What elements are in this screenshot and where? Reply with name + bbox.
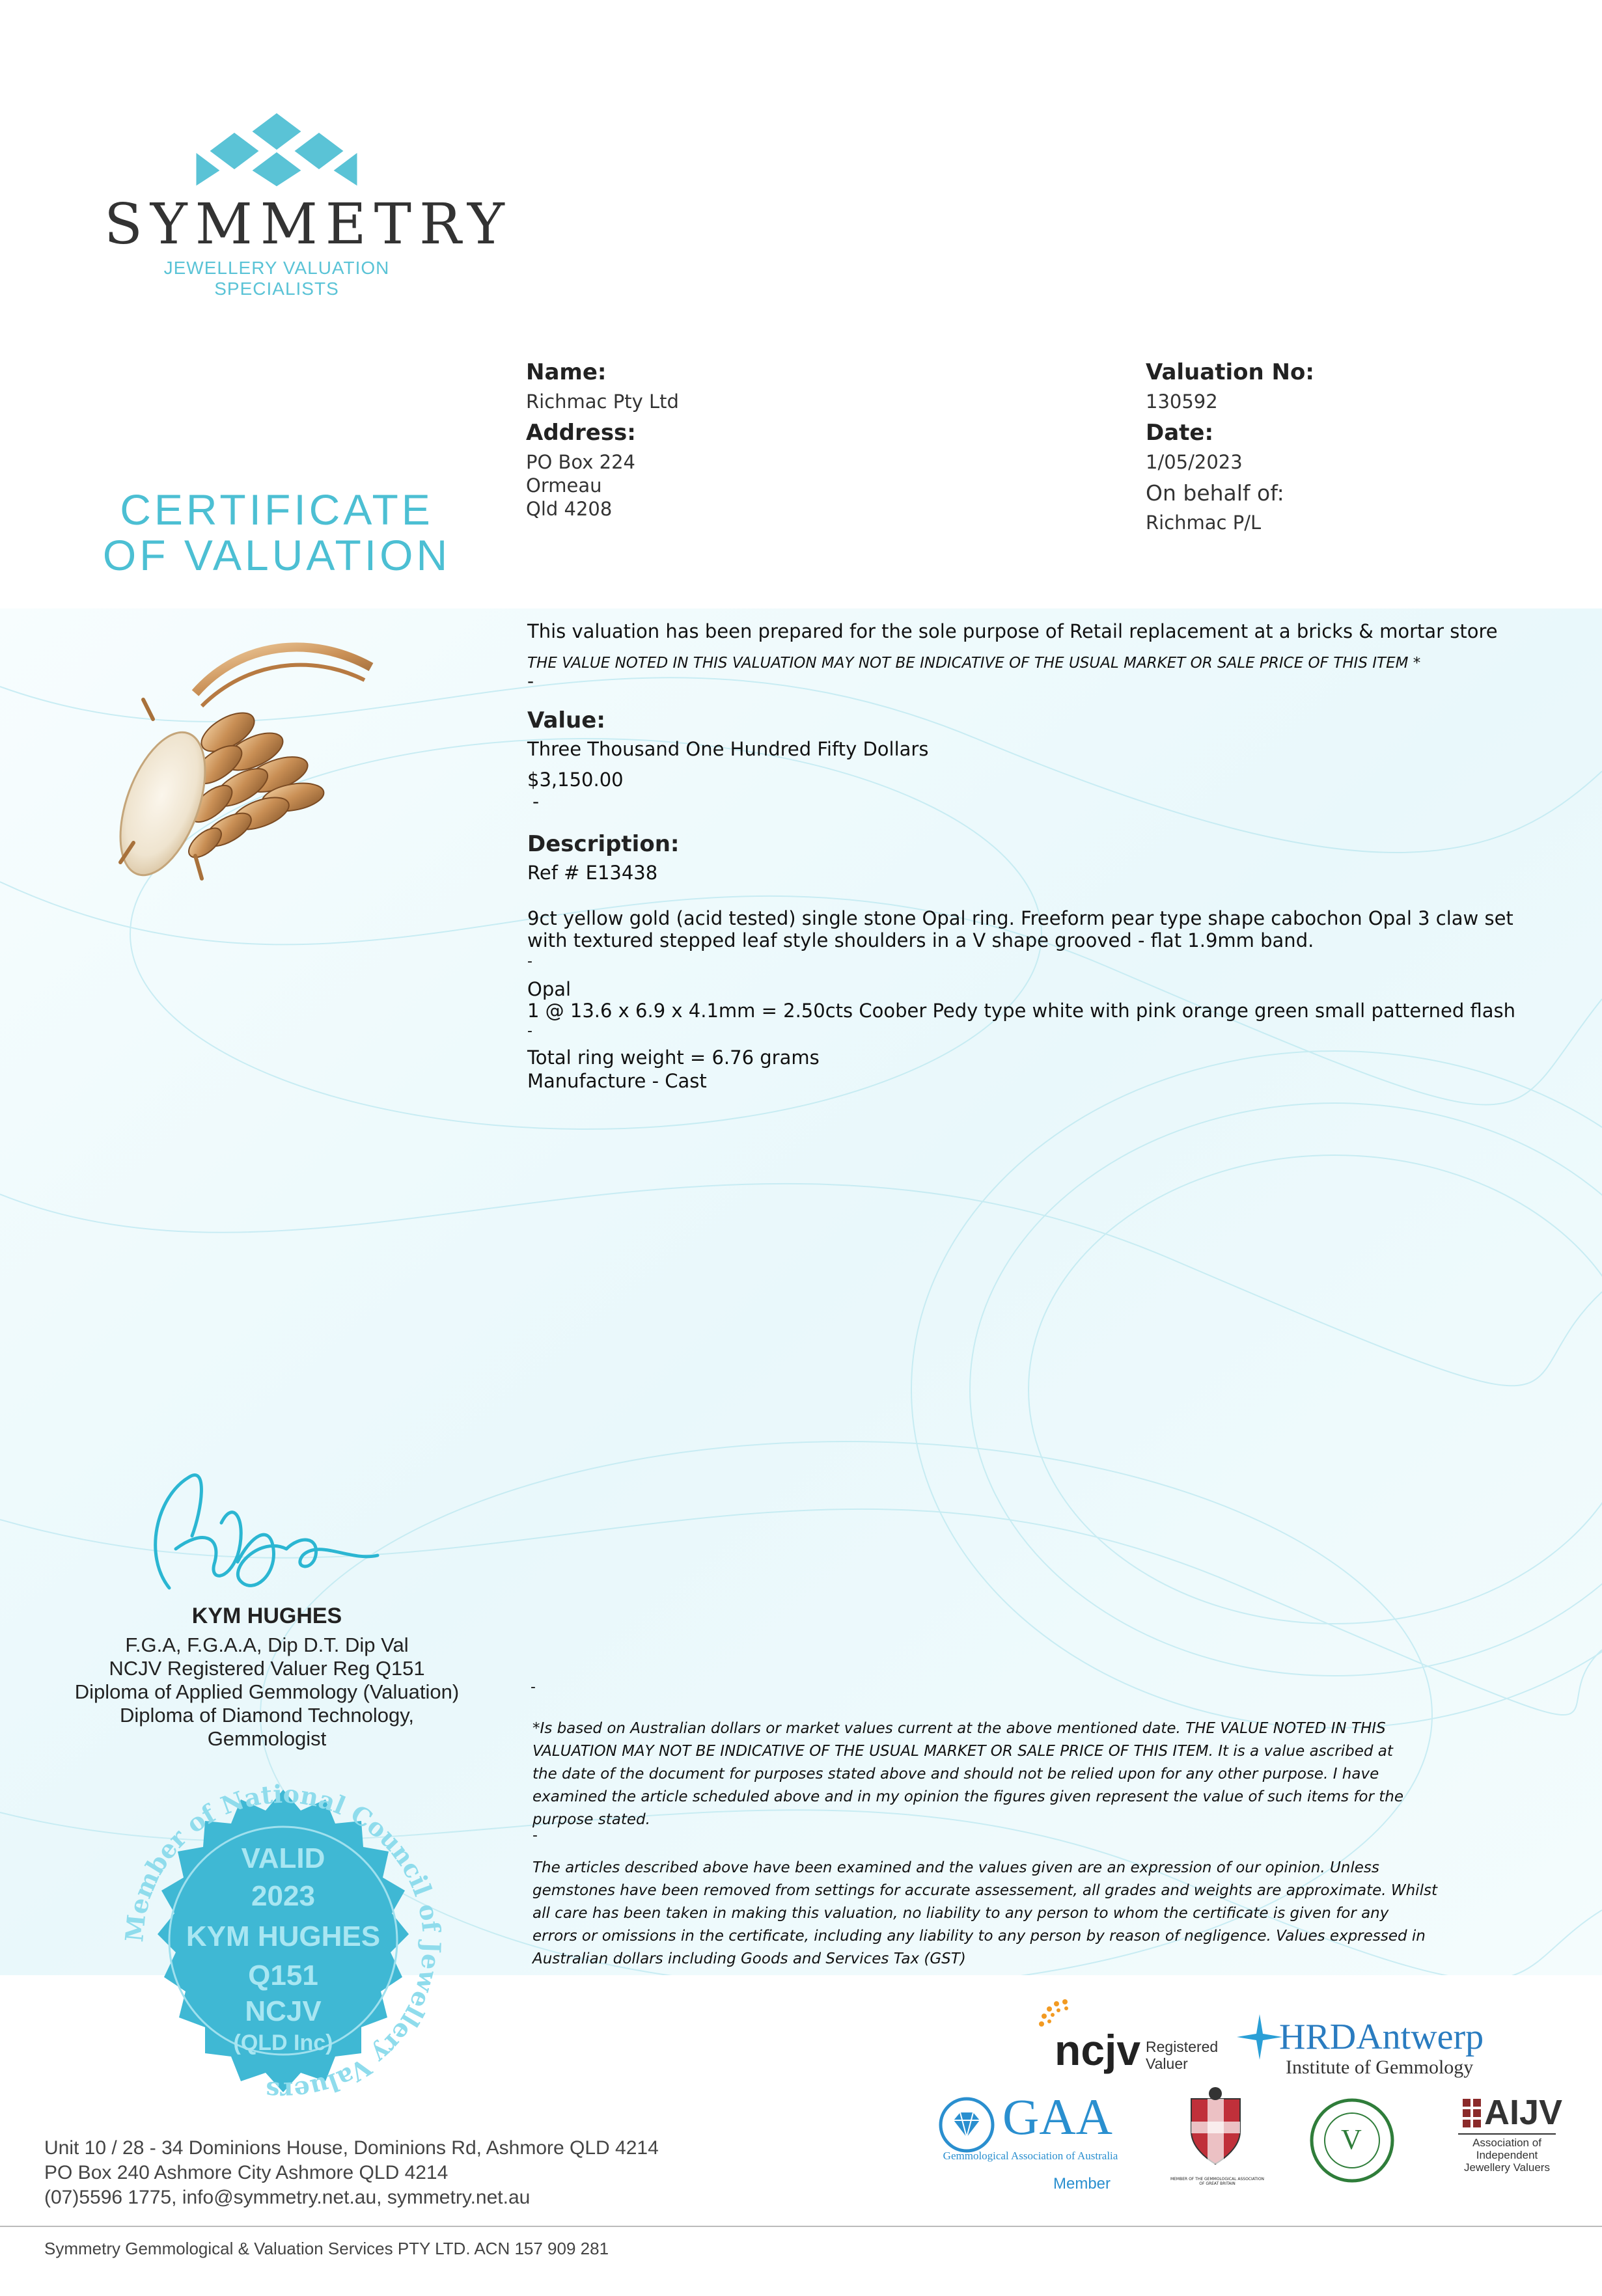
reference-number: Ref # E13438 (527, 862, 658, 884)
ncjv-registered: Registered (1146, 2038, 1219, 2055)
seal-ring-text: Member of National Council of Jewellery Valuers (119, 1779, 447, 2107)
valuation-number-label: Valuation No: (1146, 359, 1314, 385)
manufacture: Manufacture - Cast (527, 1070, 707, 1092)
hrd-subtitle: Institute of Gemmology (1286, 2057, 1474, 2078)
client-name: Richmac Pty Ltd (526, 390, 679, 413)
disclaimer-line: Australian dollars including Goods and Services Tax (GST) (532, 1950, 966, 1967)
aijv-subtitle-line: Jewellery Valuers (1464, 2161, 1550, 2174)
seal-center-text: Q151 (248, 1960, 318, 1991)
disclaimer-line: errors or omissions in the certificate, including any liability to any person by reason of negligence. Values expressed in (532, 1928, 1426, 1945)
signer-credential: NCJV Registered Valuer Reg Q151 (109, 1657, 425, 1680)
signer-credential: F.G.A, F.G.A.A, Dip D.T. Dip Val (125, 1633, 409, 1656)
disclaimer-line: the date of the document for purposes stated above and should not be relied upon for any other purpose. I have (532, 1766, 1379, 1783)
seal-center-text: NCJV (245, 1995, 322, 2027)
disclaimer-line: all care has been taken in making this valuation, no liability to any person to whom the certificate is given for any (532, 1905, 1389, 1922)
value-amount: $3,150.00 (527, 769, 624, 791)
certificate-title-line2: OF VALUATION (102, 531, 451, 579)
gem-a-crest-icon (1181, 2086, 1250, 2174)
separator-dash: - (527, 670, 534, 692)
valuation-date: 1/05/2023 (1146, 451, 1243, 473)
brand-name: SYMMETRY (104, 192, 512, 257)
footer-company: Symmetry Gemmological & Valuation Services PTY LTD. ACN 157 909 281 (44, 2239, 609, 2258)
disclaimer-paragraph-1 (532, 1717, 1528, 1831)
address-label: Address: (526, 420, 636, 446)
footer-po-box: PO Box 240 Ashmore City Ashmore QLD 4214 (44, 2162, 449, 2183)
disclaimer-line: purpose stated. (532, 1811, 650, 1828)
footer-contact: (07)5596 1775, info@symmetry.net.au, symmetry.net.au (44, 2187, 531, 2208)
valuation-number: 130592 (1146, 390, 1218, 413)
address-line: Qld 4208 (526, 498, 613, 520)
disclaimer-line: *Is based on Australian dollars or market values current at the above mentioned date. THE VALUE NOTED IN THIS (532, 1720, 1386, 1737)
gem-a-caption: MEMBER OF THE GEMMOLOGICAL ASSOCIATION OF GREAT BRITAIN (1170, 2177, 1265, 2186)
symmetry-logo-icon (195, 111, 358, 189)
on-behalf-label: On behalf of: (1146, 480, 1284, 506)
address-line: Ormeau (526, 474, 602, 497)
seal-center-text: 2023 (251, 1880, 315, 1912)
disclaimer-line: The articles described above have been examined and the values given are an expression of our opinion. Unless (532, 1859, 1379, 1876)
signer-name: KYM HUGHES (191, 1604, 342, 1628)
purpose-text: This valuation has been prepared for the sole purpose of Retail replacement at a bricks & mortar store (527, 620, 1498, 642)
signature (130, 1458, 384, 1607)
hrd-star-icon (1237, 2014, 1282, 2060)
purpose-notice: THE VALUE NOTED IN THIS VALUATION MAY NOT BE INDICATIVE OF THE USUAL MARKET OR SALE PRICE OF THIS ITEM * (527, 655, 1421, 672)
valuers-badge-letter: V (1341, 2124, 1362, 2155)
stone-detail: 1 @ 13.6 x 6.9 x 4.1mm = 2.50cts Coober Pedy type white with pink orange green small patterned flash (527, 1000, 1516, 1022)
ncjv-valuer: Valuer (1146, 2055, 1188, 2072)
on-behalf-value: Richmac P/L (1146, 512, 1262, 534)
signer-credential: Diploma of Diamond Technology, (119, 1704, 415, 1727)
date-label: Date: (1146, 420, 1214, 446)
disclaimer-paragraph-2 (532, 1857, 1528, 1971)
aijv-subtitle-line: Association of (1472, 2137, 1541, 2149)
signer-credential: Diploma of Applied Gemmology (Valuation) (74, 1680, 460, 1703)
ncjv-logo-text: ncjv (1055, 2026, 1141, 2074)
gaa-logo-text: GAA (1002, 2088, 1112, 2145)
aijv-subtitle-line: Independent (1476, 2149, 1538, 2161)
gaa-subtitle: Gemmological Association of Australia (943, 2150, 1118, 2162)
stone-label: Opal (527, 978, 572, 1000)
description-line: with textured stepped leaf style shoulders in a V shape grooved - flat 1.9mm band. (527, 929, 1314, 951)
separator-dash: - (527, 953, 532, 970)
signer-credential: Gemmologist (207, 1727, 327, 1750)
disclaimer-line: gemstones have been removed from settings for accurate assessement, all grades and weights are approximate. Whilst (532, 1882, 1437, 1899)
brand-tagline: JEWELLERY VALUATION SPECIALISTS (163, 258, 390, 299)
certificate-title-line1: CERTIFICATE (120, 485, 434, 534)
ncjv-seal (98, 1757, 469, 2128)
address-line: PO Box 224 (526, 451, 636, 473)
aijv-divider (1458, 2133, 1556, 2135)
gaa-member: Member (1053, 2175, 1111, 2193)
value-in-words: Three Thousand One Hundred Fifty Dollars (527, 738, 929, 760)
separator-dash: - (532, 791, 540, 812)
total-weight: Total ring weight = 6.76 grams (527, 1046, 820, 1069)
description-line: 9ct yellow gold (acid tested) single stone Opal ring. Freeform pear type shape cabochon Opal 3 claw set (527, 907, 1513, 929)
separator-dash: - (531, 1679, 536, 1695)
aijv-subtitle (1452, 2137, 1562, 2174)
value-label: Value: (527, 707, 605, 733)
seal-center-text: (QLD Inc) (233, 2030, 333, 2055)
seal-center-text: KYM HUGHES (186, 1920, 381, 1952)
hrd-logo-text: HRDAntwerp (1279, 2017, 1484, 2057)
name-label: Name: (526, 359, 607, 385)
separator-dash: - (532, 1827, 538, 1844)
aijv-logo-text: AIJV (1484, 2093, 1563, 2132)
footer-divider (0, 2226, 1602, 2227)
gaa-diamond-icon (937, 2096, 996, 2154)
description-label: Description: (527, 831, 680, 857)
disclaimer-line: VALUATION MAY NOT BE INDICATIVE OF THE USUAL MARKET OR SALE PRICE OF THIS ITEM. It is a value ascribed at (532, 1743, 1393, 1760)
footer-address: Unit 10 / 28 - 34 Dominions House, Dominions Rd, Ashmore QLD 4214 (44, 2137, 659, 2159)
ring-photo (98, 628, 378, 901)
seal-center-text: VALID (241, 1842, 325, 1874)
disclaimer-line: examined the article scheduled above and in my opinion the figures given represent the value of such items for the (532, 1788, 1403, 1805)
separator-dash: - (527, 1023, 532, 1039)
